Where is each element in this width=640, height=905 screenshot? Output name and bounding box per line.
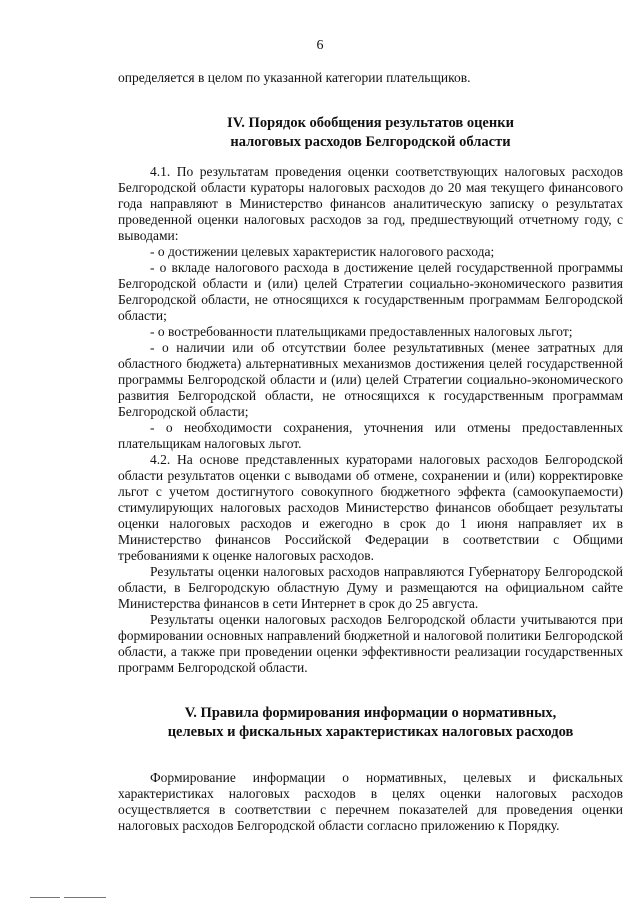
page-number: 6 [316,38,324,53]
paragraph-4-2: 4.2. На основе представленных кураторами налоговых расходов Белгородской области результатов оценки с выводами об отмене, сохранении и (или) корректировке льгот с учетом достигнутого совокупного бюджетного эффекта (самоокупаемости) стимулирующих налоговых расходов Министерство финансов обобщает результаты оценки налоговых расходов и ежегодно в срок до 1 июня направляет их в Министерство финансов Российской Федерации в соответствии с Общими требованиями к оценке налоговых расходов. [118,452,623,563]
bullet-item: - о достижении целевых характеристик налогового расхода; [150,244,495,259]
bullet-item: - о вкладе налогового расхода в достижение целей государственной программы Белгородской области и (или) целей Стратегии социально-экономического развития Белгородской области, не относящихся к государственным программам Белгородской области; [118,260,623,323]
section-5-title-line-1: V. Правила формирования информации о нормативных, [184,705,557,721]
paragraph-4-1: 4.1. По результатам проведения оценки соответствующих налоговых расходов Белгородской области кураторы налоговых расходов до 20 мая текущего финансового года направляют в Министерство финансов аналитическую записку о результатах проведенной оценки налоговых расходов за год, предшествующий отчетному году, с выводами: [118,164,623,243]
spacer [118,742,623,770]
section-5-title-line-2: целевых и фискальных характеристиках налоговых расходов [167,724,574,740]
bullet-item: - о наличии или об отсутствии более результативных (менее затратных для областного бюджета) альтернативных механизмов достижения целей государственной программы Белгородской области и (или) целей Стратегии социально-экономического развития Белгородской области, не относящихся к государственным программам Белгородской области; [118,340,623,419]
bullet-item: - о востребованности плательщиками предоставленных налоговых льгот; [150,324,573,339]
spacer [118,676,623,704]
footer-rule [30,897,60,898]
paragraph-results-sent: Результаты оценки налоговых расходов направляются Губернатору Белгородской области, в Белгородскую областную Думу и размещаются на официальном сайте Министерства финансов в сети Интернет в срок до 25 августа. [118,564,623,611]
paragraph-results-used: Результаты оценки налоговых расходов Белгородской области учитываются при формировании основных направлений бюджетной и налоговой политики Белгородской области, а также при проведении оценки эффективности реализации государственных программ Белгородской области. [118,612,623,675]
section-5-heading [118,704,623,742]
paragraph-section-5: Формирование информации о нормативных, целевых и фискальных характеристиках налоговых расходов в целях оценки налоговых расходов осуществляется в соответствии с перечнем показателей для проведения оценки налоговых расходов Белгородской области согласно приложению к Порядку. [118,770,623,833]
section-4-title-line-2: налоговых расходов Белгородской области [230,134,511,150]
spacer [118,152,623,164]
bullet-item: - о необходимости сохранения, уточнения или отмены предоставленных плательщикам налоговых льгот. [118,420,623,451]
section-4-heading [118,114,623,152]
document-body [118,70,623,834]
footer-rule [64,897,106,898]
section-4-title-line-1: IV. Порядок обобщения результатов оценки [227,115,514,131]
intro-line: определяется в целом по указанной категории плательщиков. [118,70,471,85]
spacer [118,86,623,114]
